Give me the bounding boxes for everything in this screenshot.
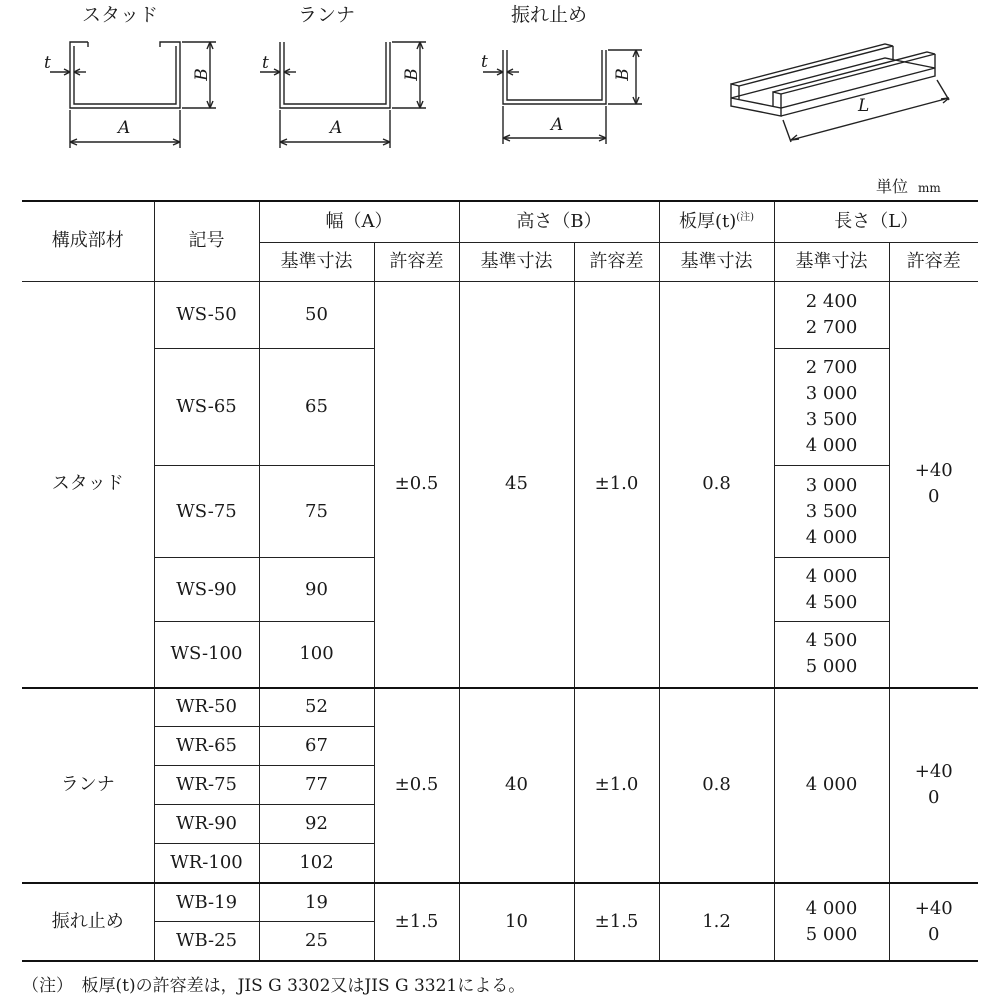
length-value: 4 000 xyxy=(805,897,858,919)
runner-section-diagram xyxy=(245,30,445,160)
header-thickness xyxy=(659,201,774,243)
brace-width-tolerance: ±1.5 xyxy=(374,883,459,961)
tolerance-plus: +40 xyxy=(914,897,953,919)
length-cell xyxy=(774,282,889,349)
header-thickness-label: 板厚(t) xyxy=(678,210,737,232)
stud-member-cell: スタッド xyxy=(22,282,154,688)
symbol-cell: WB-19 xyxy=(154,883,259,922)
header-width-tolerance: 許容差 xyxy=(374,243,459,282)
tolerance-minus: 0 xyxy=(928,787,940,809)
unit-label: 単位 xyxy=(876,177,909,196)
length-l-label: L xyxy=(858,96,870,116)
width-cell: 77 xyxy=(259,766,374,805)
brace-length xyxy=(774,883,889,961)
symbol-cell: WR-50 xyxy=(154,688,259,727)
width-cell: 65 xyxy=(259,349,374,466)
header-length-tolerance: 許容差 xyxy=(889,243,978,282)
runner-b-label: B xyxy=(401,68,422,81)
stud-section-diagram xyxy=(30,30,230,160)
length-cell xyxy=(774,466,889,558)
tolerance-minus: 0 xyxy=(928,486,940,508)
header-height: 高さ（B） xyxy=(459,201,659,243)
stud-figure-title: スタッド xyxy=(82,4,159,26)
runner-a-label: A xyxy=(330,118,343,138)
unit-note xyxy=(876,174,941,197)
header-member: 構成部材 xyxy=(22,201,154,282)
length-cell xyxy=(774,349,889,466)
brace-height: 10 xyxy=(459,883,574,961)
symbol-cell: WR-75 xyxy=(154,766,259,805)
stud-a-label: A xyxy=(118,118,131,138)
length-cell xyxy=(774,558,889,622)
header-width-nominal: 基準寸法 xyxy=(259,243,374,282)
symbol-cell: WS-90 xyxy=(154,558,259,622)
runner-length-tolerance xyxy=(889,688,978,883)
length-value: 3 000 xyxy=(805,383,858,404)
brace-member-cell: 振れ止め xyxy=(22,883,154,961)
header-thickness-note: (注) xyxy=(736,211,755,223)
table-row xyxy=(22,883,978,922)
width-cell: 90 xyxy=(259,558,374,622)
length-value: 2 700 xyxy=(805,356,858,378)
header-width: 幅（A） xyxy=(259,201,459,243)
length-value: 3 000 xyxy=(805,474,858,496)
brace-length-tolerance xyxy=(889,883,978,961)
stud-thickness: 0.8 xyxy=(659,282,774,688)
length-value: 4 000 xyxy=(805,565,858,587)
tolerance-plus: +40 xyxy=(914,460,953,482)
stud-b-label: B xyxy=(191,68,212,81)
symbol-cell: WS-50 xyxy=(154,282,259,349)
symbol-cell: WR-90 xyxy=(154,805,259,844)
length-value: 5 000 xyxy=(805,923,858,945)
width-cell: 100 xyxy=(259,622,374,688)
table-row xyxy=(22,282,978,349)
symbol-cell: WR-100 xyxy=(154,844,259,883)
header-symbol: 記号 xyxy=(154,201,259,282)
length-value: 2 700 xyxy=(805,317,858,339)
header-length: 長さ（L） xyxy=(774,201,978,243)
length-value: 3 500 xyxy=(805,409,858,431)
stud-height: 45 xyxy=(459,282,574,688)
runner-t-label: t xyxy=(262,53,269,73)
symbol-cell: WR-65 xyxy=(154,727,259,766)
brace-b-label: B xyxy=(612,68,633,81)
brace-height-tolerance: ±1.5 xyxy=(574,883,659,961)
brace-t-label: t xyxy=(481,52,488,72)
stud-width-tolerance: ±0.5 xyxy=(374,282,459,688)
width-cell: 52 xyxy=(259,688,374,727)
runner-figure-title: ランナ xyxy=(298,4,356,26)
symbol-cell: WS-100 xyxy=(154,622,259,688)
length-cell xyxy=(774,622,889,688)
width-cell: 67 xyxy=(259,727,374,766)
symbol-cell: WB-25 xyxy=(154,922,259,961)
length-value: 5 000 xyxy=(805,656,858,678)
header-thickness-nominal: 基準寸法 xyxy=(659,243,774,282)
width-cell: 75 xyxy=(259,466,374,558)
length-value: 4 500 xyxy=(805,630,858,652)
length-value: 2 400 xyxy=(805,290,858,312)
runner-member-cell: ランナ xyxy=(22,688,154,883)
length-value: 3 500 xyxy=(805,500,858,522)
runner-thickness: 0.8 xyxy=(659,688,774,883)
brace-figure-title: 振れ止め xyxy=(511,4,588,26)
brace-thickness: 1.2 xyxy=(659,883,774,961)
width-cell: 50 xyxy=(259,282,374,349)
footnote: （注） 板厚(t)の許容差は，JIS G 3302又はJIS G 3321による。 xyxy=(22,976,526,996)
length-perspective-diagram xyxy=(725,40,955,150)
tolerance-minus: 0 xyxy=(928,923,940,945)
header-row-1 xyxy=(22,201,978,243)
stud-t-label: t xyxy=(44,53,51,73)
length-value: 4 000 xyxy=(805,435,858,457)
length-value: 4 500 xyxy=(805,591,858,613)
runner-height-tolerance: ±1.0 xyxy=(574,688,659,883)
runner-height: 40 xyxy=(459,688,574,883)
header-height-nominal: 基準寸法 xyxy=(459,243,574,282)
stud-height-tolerance: ±1.0 xyxy=(574,282,659,688)
brace-section-diagram xyxy=(470,42,650,152)
brace-a-label: A xyxy=(551,115,564,135)
symbol-cell: WS-65 xyxy=(154,349,259,466)
length-value: 4 000 xyxy=(805,526,858,548)
width-cell: 25 xyxy=(259,922,374,961)
width-cell: 19 xyxy=(259,883,374,922)
stud-length-tolerance xyxy=(889,282,978,688)
width-cell: 92 xyxy=(259,805,374,844)
table-row xyxy=(22,688,978,727)
width-cell: 102 xyxy=(259,844,374,883)
header-height-tolerance: 許容差 xyxy=(574,243,659,282)
runner-length: 4 000 xyxy=(774,688,889,883)
runner-width-tolerance: ±0.5 xyxy=(374,688,459,883)
unit-value: mm xyxy=(918,181,941,195)
symbol-cell: WS-75 xyxy=(154,466,259,558)
header-length-nominal: 基準寸法 xyxy=(774,243,889,282)
spec-table xyxy=(22,200,978,962)
tolerance-plus: +40 xyxy=(914,761,953,783)
